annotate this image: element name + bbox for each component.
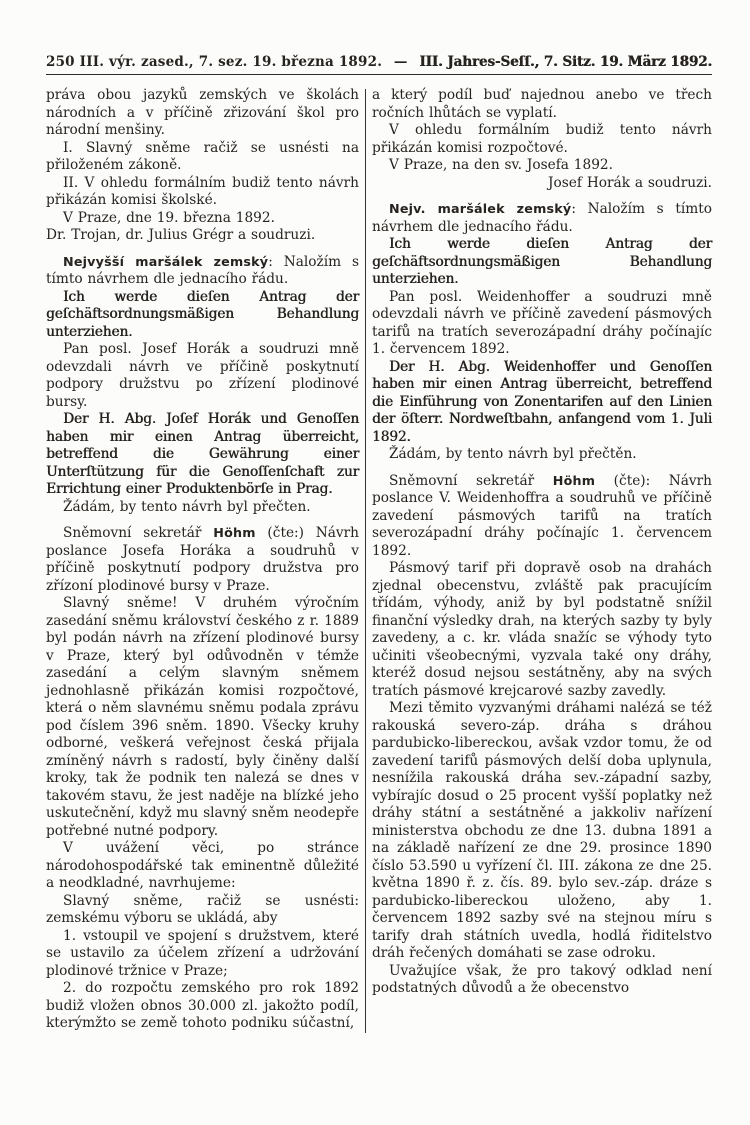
paragraph bbox=[46, 87, 359, 140]
paragraph bbox=[372, 359, 712, 447]
paragraph bbox=[46, 840, 359, 893]
paragraph bbox=[46, 411, 359, 499]
paragraph bbox=[372, 122, 712, 157]
speaker-name: Höhm bbox=[213, 525, 256, 540]
text-segment: Josef Horák a soudruzi. bbox=[548, 174, 712, 191]
text-segment: V Praze, na den sv. Josefa 1892. bbox=[389, 157, 613, 173]
right-column bbox=[372, 87, 712, 1033]
text-segment: V uvážení věci, po stránce národohospodářské tak eminentně důležité a neodkladné, navrhujeme: bbox=[46, 840, 359, 891]
text-segment: Dr. Trojan, dr. Julius Grégr a soudruzi. bbox=[46, 227, 316, 243]
paragraph bbox=[372, 87, 712, 122]
text-segment: Ich werde dieſen Antrag der geſchäftsordnungsmäßigen Behandlung unterziehen. bbox=[372, 236, 712, 287]
text-segment: a který podíl buď najednou anebo ve třech ročních lhůtách se vyplatí. bbox=[372, 87, 712, 121]
paragraph bbox=[46, 980, 359, 1033]
text-segment: Sněmovní sekretář bbox=[63, 525, 214, 541]
paragraph bbox=[46, 140, 359, 175]
paragraph bbox=[372, 157, 712, 175]
paragraph bbox=[372, 446, 712, 464]
page-header bbox=[46, 54, 712, 75]
paragraph bbox=[372, 200, 712, 236]
text-segment: Žádám, by tento návrh byl přečten. bbox=[63, 498, 311, 515]
text-segment: V ohledu formálním budiž tento návrh přikázán komisi rozpočtové. bbox=[372, 122, 712, 156]
paragraph bbox=[372, 700, 712, 963]
header-left-session-info: 250 III. výr. zased., 7. sez. 19. března 1892. bbox=[46, 54, 383, 70]
text-segment: 2. do rozpočtu zemského pro rok 1892 budiž vložen obnos 30.000 zl. jakožto podíl, kterýmžto se země tohoto podniku súčastní, bbox=[46, 980, 359, 1031]
text-segment: Pásmový tarif při dopravě osob na drahách zjednal obecenstvu, zvláště pak pracujícím třídám, výhody, aniž by byl podstatně snížil finanční výsledky drah, na kterých sazby ty byly zavedeny, a c. kr. vláda snažíc se výhody tyto učiniti všeobecnými, vyzvala také ony dráhy, kteréž dosud nejsou sestátněny, aby na svých tratích pásmové krejcarové sazby zavedly. bbox=[372, 560, 712, 699]
paragraph bbox=[46, 253, 359, 289]
text-segment: I. Slavný sněme račiž se usnésti na přiloženém zákoně. bbox=[46, 139, 359, 173]
text-segment: Uvažujíce však, že pro takový odklad není podstatných důvodů a že obecenstvo bbox=[372, 962, 712, 996]
text-segment: Slavný sněme! V druhém výročním zasedání sněmu království českého z r. 1889 byl podán návrh na zřízení plodinové bursy v Praze, který byl odůvodněn v témže zasedání a celým slavným sněmem jednohlasně přikázán komisi rozpočtové, která o něm slavnému sněmu podala zprávu pod číslem 396 sněm. 1890. Všecky kruhy odborné, veškerá veřejnost česká přijala zmíněný návrh s radostí, byly činěny další kroky, tak že podnik ten nalezá se dnes v takovém stavu, že jest naděje na blízké jeho uskutečnění, když mu slavný sněm neodepře potřebné nutné podpory. bbox=[46, 595, 359, 839]
text-segment: : Naložím s tímto návrhem dle jednacího řádu. bbox=[46, 253, 359, 287]
paragraph bbox=[372, 472, 712, 561]
paragraph bbox=[46, 595, 359, 840]
paragraph bbox=[372, 963, 712, 998]
paragraph bbox=[46, 341, 359, 411]
paragraph bbox=[46, 227, 359, 245]
paragraph bbox=[46, 210, 359, 228]
paragraph bbox=[46, 499, 359, 517]
text-segment: práva obou jazyků zemských ve školách národních a v příčině zřizování škol pro národní menšiny. bbox=[46, 87, 359, 138]
paragraph bbox=[372, 236, 712, 289]
text-segment: Žádám, by tento návrh byl přečtěn. bbox=[389, 446, 637, 462]
text-segment: Mezi těmito vyzvanými dráhami nalézá se též rakouská severo-záp. dráha s dráhou pardubicko-libereckou, avšak vzdor tomu, že od zavedení tarifů pásmových delší doba uplynula, nesnížila rakouská dráha sev.-západní sazby, vybírajíc dosud o 25 procent vyšší poplatky než dráhy státní a sestátněné a jakkoliv nařízení ministerstva obchodu ze dne 13. dubna 1891 a na základě nařízení ze dne 29. prosince 1890 číslo 53.590 u vyřízení čl. III. zákona ze dne 25. května 1890 ř. z. čís. 89. bylo sev.-záp. dráze s pardubicko-libereckou uloženo, aby 1. červencem 1892 sazby své na stejnou míru s tarify drah státních uvedla, hodlá řiditelstvo dráh řečených domáhati se zase odroku. bbox=[372, 700, 712, 961]
paragraph bbox=[46, 928, 359, 981]
paragraph bbox=[46, 524, 359, 595]
text-segment: (čte:) Návrh poslance Josefa Horáka a soudruhů v příčině poskytnutí podpory družstva pro zřízoní plodinové bursy v Praze. bbox=[46, 525, 359, 594]
left-column bbox=[46, 87, 359, 1033]
paragraph bbox=[46, 289, 359, 342]
header-right-session-info: III. Jahres-Seſſ., 7. Sitz. 19. März 1892. bbox=[419, 54, 712, 70]
text-segment: : Naložím s tímto návrhem dle jednacího řádu. bbox=[372, 201, 712, 235]
paragraph bbox=[46, 175, 359, 210]
header-separator-dash: — bbox=[393, 54, 408, 70]
paragraph bbox=[46, 893, 359, 928]
text-segment: Sněmovní sekretář bbox=[389, 472, 553, 489]
text-segment: (čte): Návrh poslance V. Weidenhoffra a soudruhů ve příčině zavedení pásmových tarifů na tratích severozápadní dráhy počínajíc 1. červencem 1892. bbox=[372, 472, 712, 559]
speaker-name: Höhm bbox=[552, 472, 596, 488]
text-segment: Pan posl. Josef Horák a soudruzi mně odevzdali návrh ve příčině poskytnutí podpory družstvu po zřízení plodinové bursy. bbox=[46, 341, 359, 410]
text-segment: V Praze, dne 19. března 1892. bbox=[63, 209, 275, 226]
text-segment: Der H. Abg. Weidenhoffer und Genoſſen haben mir einen Antrag überreicht, betreffend die Einführung von Zonentarifen auf den Linien der öſterr. Nordweſtbahn, anfangend vom 1. Juli 1892. bbox=[372, 358, 712, 445]
two-column-text-block bbox=[46, 87, 712, 1033]
text-segment: Der H. Abg. Joſef Horák und Genoſſen haben mir einen Antrag überreicht, betreffend die Gewährung einer Unterſtützung für die Genoſſenſchaft zur Errichtung einer Produktenbörſe in Prag. bbox=[46, 411, 359, 497]
paragraph bbox=[372, 289, 712, 359]
paragraph bbox=[372, 175, 712, 193]
text-segment: II. V ohledu formálním budiž tento návrh přikázán komisi školské. bbox=[46, 174, 359, 208]
text-segment: Pan posl. Weidenhoffer a soudruzi mně odevzdali návrh ve příčině zavedení pásmových tarifů na tratích severozápadní dráhy počínajíc 1. červencem 1892. bbox=[372, 288, 712, 357]
column-divider-rule bbox=[365, 89, 366, 1033]
paragraph bbox=[372, 560, 712, 700]
speaker-name: Nejvyšší maršálek zemský bbox=[63, 253, 269, 269]
text-segment: 1. vstoupil ve spojení s družstvem, které se ustavilo za účelem zřízení a udržování plodinové tržnice v Praze; bbox=[46, 927, 359, 979]
text-segment: Slavný sněme, račiž se usnésti: zemskému výboru se ukládá, aby bbox=[46, 892, 359, 926]
speaker-name: Nejv. maršálek zemský bbox=[389, 201, 572, 216]
text-segment: Ich werde dieſen Antrag der geſchäftsordnungsmäßigen Behandlung unterziehen. bbox=[46, 288, 359, 340]
